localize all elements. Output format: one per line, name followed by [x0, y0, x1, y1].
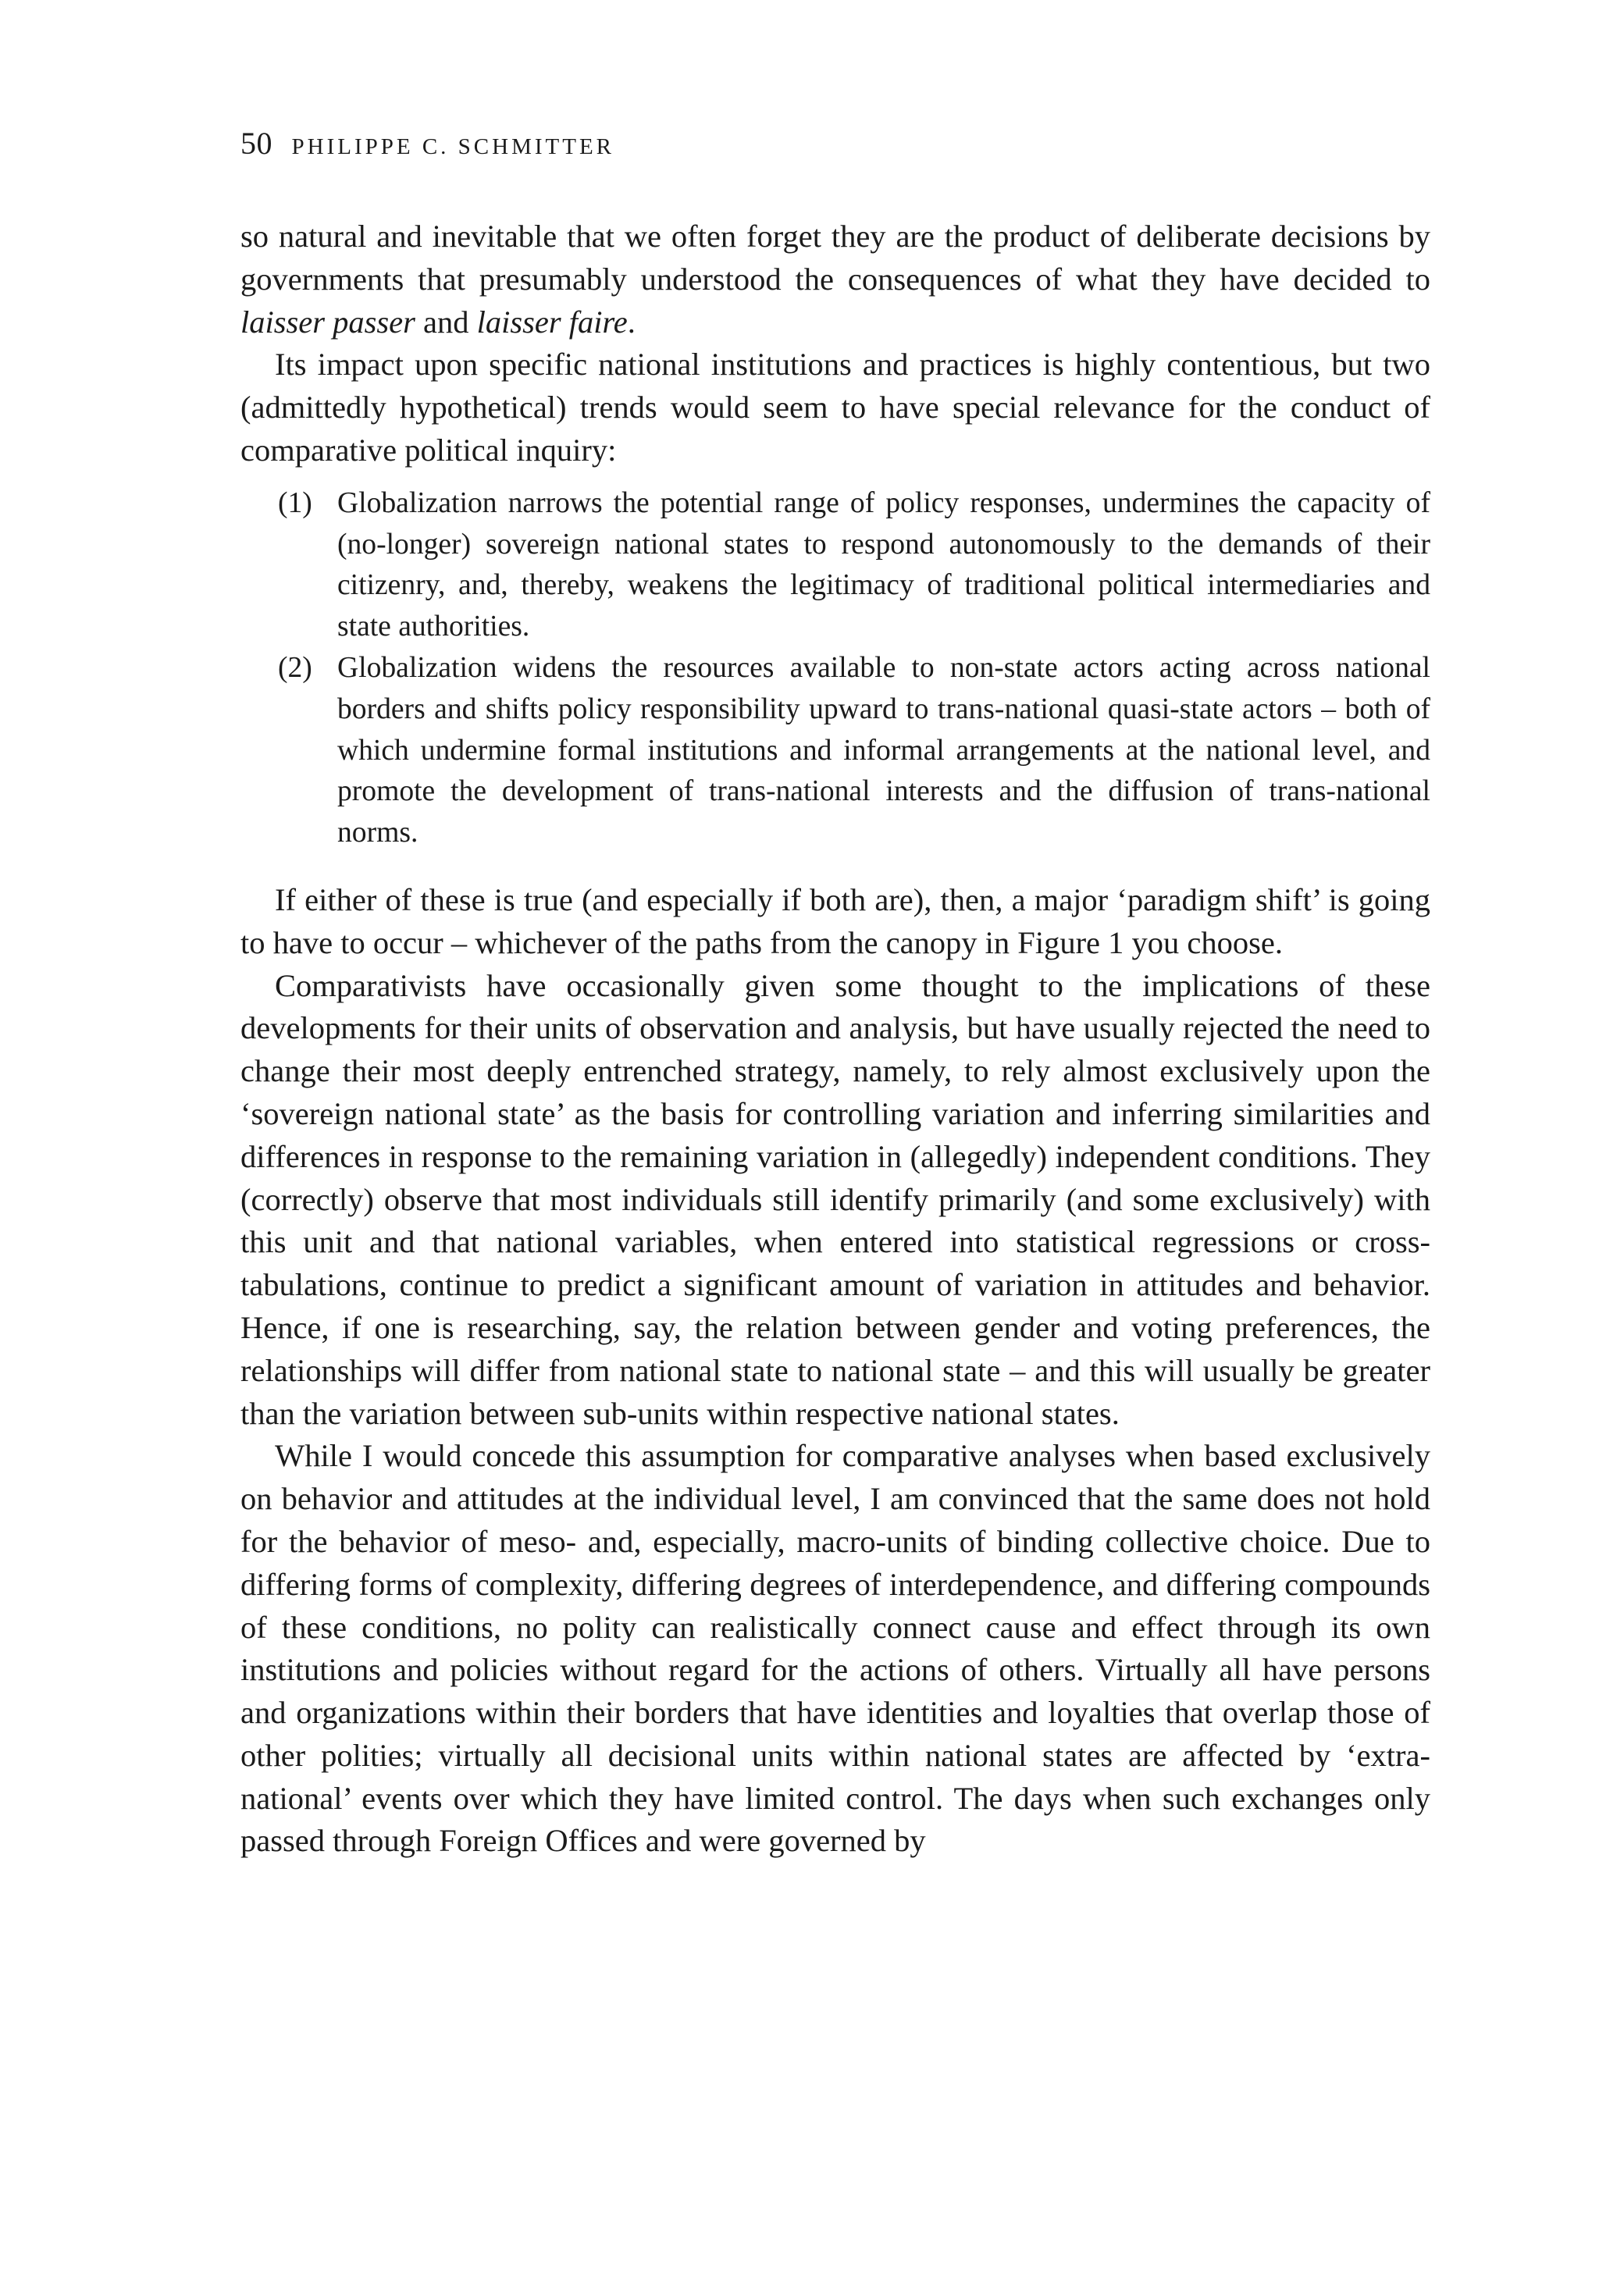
list-item — [240, 648, 1430, 854]
italic-laisser-faire: laisser faire — [476, 304, 628, 340]
running-head — [240, 122, 1430, 169]
running-head-author: PHILIPPE C. SCHMITTER — [291, 134, 615, 159]
hypotheses-list — [240, 483, 1430, 854]
page-number: 50 — [240, 126, 272, 161]
paragraph-3: If either of these is true (and especially if both are), then, a major ‘paradigm shift’ is going to have to occur – whichever of the paths from the canopy in Figure 1 you choose. — [240, 881, 1430, 960]
list-item-number: (1) — [278, 486, 312, 519]
paragraph-1-text-c: . — [627, 304, 636, 340]
paragraph-1-text-a: so natural and inevitable that we often forget they are the product of deliberate decisions by governments that presumably understood the consequences of what they have decided to — [240, 219, 1430, 297]
list-item-text: Globalization widens the resources available to non-state actors acting across national borders and shifts policy responsibility upward to trans-national quasi-state actors – both of which undermine formal institutions and informal arrangements at the national level, and promote the development of trans-national interests and the diffusion of trans-national norms. — [337, 651, 1430, 849]
paragraph-2: Its impact upon specific national institutions and practices is highly contentious, but two (admittedly hypothetical) trends would seem to have special relevance for the conduct of comparative political inquiry: — [240, 347, 1430, 468]
list-item-number: (2) — [278, 651, 312, 684]
paragraph-5: While I would concede this assumption for comparative analyses when based exclusively on behavior and attitudes at the individual level, I am convinced that the same does not hold for the behavior of meso- and, especially, macro-units of binding collective choice. Due to differing forms of complexity, differing degrees of interdependence, and differing compounds of these conditions, no polity can realistically connect cause and effect through its own institutions and policies without regard for the actions of others. Virtually all have persons and organizations within their borders that have identities and loyalties that overlap those of other polities; virtually all decisional units within national states are affected by ‘extra-national’ events over which they have limited control. The days when such exchanges only passed through Foreign Offices and were governed by — [240, 1438, 1430, 1859]
book-page — [240, 122, 1430, 1863]
italic-laisser-passer: laisser passer — [240, 304, 415, 340]
list-item — [240, 483, 1430, 648]
paragraph-1-text-b: and — [415, 304, 477, 340]
paragraph-1 — [240, 215, 1430, 344]
paragraph-4: Comparativists have occasionally given some thought to the implications of these developments for their units of observation and analysis, but have usually rejected the need to change their most deeply entrenched strategy, namely, to rely almost exclusively upon the ‘sovereign national state’ as the basis for controlling variation and inferring similarities and differences in response to the remaining variation in (allegedly) independent conditions. They (correctly) observe that most individuals still identify primarily (and some exclusively) with this unit and that national variables, when entered into statistical regressions or cross-tabulations, continue to predict a significant amount of variation in attitudes and behavior. Hence, if one is researching, say, the relation between gender and voting preferences, the relationships will differ from national state to national state – and this will usually be greater than the variation between sub-units within respective national states. — [240, 967, 1430, 1431]
list-item-text: Globalization narrows the potential range of policy responses, undermines the capacity of (no-longer) sovereign national states to respond autonomously to the demands of their citizenry, and, thereby, weakens the legitimacy of traditional political intermediaries and state authorities. — [337, 486, 1430, 643]
